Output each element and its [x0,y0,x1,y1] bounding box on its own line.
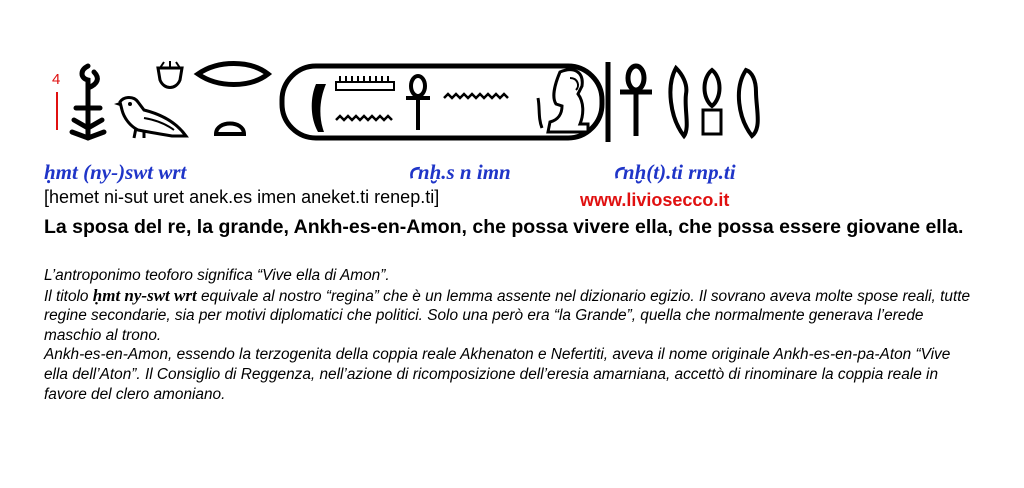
tall-loaf-glyph-2 [739,70,758,136]
loaf-glyph [216,124,244,135]
cartouche [282,62,608,142]
note-paragraph-3: Ankh-es-en-Amon, essendo la terzogenita della coppia reale Akhenaton e Nefertiti, aveva il nome originale Ankh-es-en-pa-Aton “Vive ella dell’Aton”. Il Consiglio di Reggenza, nell’azione di ricomposizione dell’eresia amarniana, accettò di rinominare la coppia reale in favore del clero amoniano. [44,346,951,403]
hieroglyph-row [40,58,780,158]
phonetic-reading: [hemet ni-sut uret anek.es imen aneket.ti renep.ti] [44,187,440,207]
sedge-plant-glyph [72,66,104,138]
translit-title: ḥmt (ny-)swt wrt [44,160,187,184]
vessel-glyph [158,61,182,88]
translation-text: La sposa del re, la grande, Ankh-es-en-Amon, che possa vivere ella, che possa essere giovane ella. [44,216,964,238]
note-paragraph-1: L’antroponimo teoforo significa “Vive ella di Amon”. [44,267,390,284]
translit-epithet: ꜥnḫ(t).ti rnp.ti [613,160,736,184]
note-paragraph-2 [44,286,972,346]
note-2-term: ḥmt ny-swt wrt [92,285,197,305]
glyph-group-number: 4 [52,71,61,88]
website-link[interactable]: www.liviosecco.it [580,190,730,210]
mouth-glyph [198,64,268,85]
bird-glyph [114,98,186,139]
ankh-glyph [620,66,652,136]
note-2-rest: equivale al nostro “regina” che è un lemma assente nel dizionario egizio. Il sovrano aveva molte spose reali, tutte regine secondarie, sia per motivi diplomatici che politici. Solo una però era “la Grande”, quella che normalmente generava l’erede maschio al trono. [44,287,971,344]
tall-loaf-glyph [670,68,686,136]
notes-block [44,266,972,404]
translit-name: ꜥnḫ.s n imn [408,160,511,184]
note-2-prefix: Il titolo [44,287,93,305]
flower-glyph [703,70,721,134]
